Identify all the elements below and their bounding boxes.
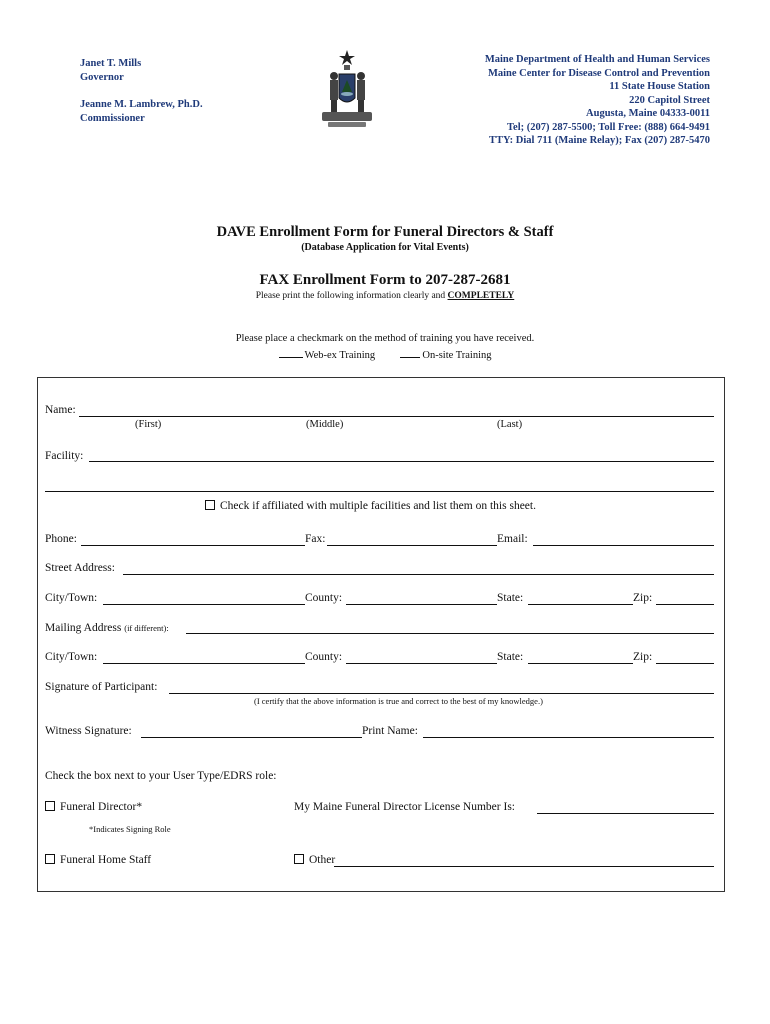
- training-prompt: Please place a checkmark on the method of training you have received.: [235, 333, 535, 344]
- fax-heading: FAX Enrollment Form to 207-287-2681: [259, 272, 511, 288]
- city-field[interactable]: [103, 604, 305, 605]
- mailing-address-note: (if different):: [124, 623, 169, 633]
- multi-facility-label: Check if affiliated with multiple facilities and list them on this sheet.: [220, 500, 536, 512]
- zip-label-2: Zip:: [633, 651, 653, 663]
- governor-name: Janet T. Mills: [80, 58, 142, 69]
- state-field[interactable]: [528, 604, 633, 605]
- other-field[interactable]: [334, 866, 714, 867]
- zip-field-2[interactable]: [656, 663, 714, 664]
- mailing-address-label-group: [45, 622, 169, 634]
- print-name-field[interactable]: [423, 737, 714, 738]
- webex-label: Web-ex Training: [304, 350, 376, 361]
- webex-blank[interactable]: [279, 347, 303, 358]
- onsite-label: On-site Training: [422, 350, 492, 361]
- email-field[interactable]: [533, 545, 714, 546]
- name-label: Name:: [45, 404, 76, 416]
- funeral-home-staff-checkbox[interactable]: [45, 854, 55, 864]
- phone-label: Phone:: [45, 533, 77, 545]
- city-label: City/Town:: [45, 592, 98, 604]
- facility-field[interactable]: [89, 461, 714, 462]
- street-address-field[interactable]: [123, 574, 714, 575]
- multi-facility-checkbox[interactable]: [205, 500, 215, 510]
- state-label: State:: [497, 592, 524, 604]
- form-title: DAVE Enrollment Form for Funeral Directors & Staff: [216, 224, 554, 240]
- enrollment-form-box: [37, 377, 725, 892]
- multi-facility-row: [205, 500, 536, 512]
- agency-address-block: [485, 53, 710, 148]
- email-label: Email:: [497, 533, 528, 545]
- agency-line: 11 State House Station: [609, 81, 710, 92]
- first-name-caption: (First): [135, 419, 162, 430]
- fax-label: Fax:: [305, 533, 326, 545]
- mailing-address-label: Mailing Address: [45, 622, 122, 634]
- county-label-2: County:: [305, 651, 343, 663]
- fax-field[interactable]: [327, 545, 497, 546]
- maine-state-seal-icon: [314, 48, 380, 130]
- agency-line: Augusta, Maine 04333-0011: [586, 108, 710, 119]
- witness-signature-label: Witness Signature:: [45, 725, 132, 737]
- role-prompt: Check the box next to your User Type/EDRS role:: [45, 770, 277, 782]
- other-label: Other: [309, 854, 336, 866]
- instructions-emphasis: COMPLETELY: [447, 291, 515, 301]
- governor-title: Governor: [80, 71, 124, 83]
- state-field-2[interactable]: [528, 663, 633, 664]
- mailing-address-field[interactable]: [186, 633, 714, 634]
- license-number-field[interactable]: [537, 813, 714, 814]
- signing-role-note: *Indicates Signing Role: [89, 824, 171, 834]
- city-field-2[interactable]: [103, 663, 305, 664]
- witness-signature-field[interactable]: [141, 737, 362, 738]
- zip-label: Zip:: [633, 592, 653, 604]
- last-name-caption: (Last): [497, 419, 523, 430]
- zip-field[interactable]: [656, 604, 714, 605]
- agency-line: Tel; (207) 287-5500; Toll Free: (888) 664-9491: [507, 121, 710, 133]
- state-label-2: State:: [497, 651, 524, 663]
- funeral-home-staff-label: Funeral Home Staff: [60, 854, 152, 866]
- county-field-2[interactable]: [346, 663, 497, 664]
- certify-note: (I certify that the above information is true and correct to the best of my knowledge.): [254, 696, 543, 706]
- other-option: [294, 854, 335, 866]
- onsite-blank[interactable]: [400, 347, 420, 358]
- print-instructions: [0, 291, 770, 301]
- agency-line: TTY: Dial 711 (Maine Relay); Fax (207) 287-5470: [489, 135, 710, 146]
- instructions-text: Please print the following information clearly and: [255, 291, 446, 301]
- county-label: County:: [305, 592, 343, 604]
- city-label-2: City/Town:: [45, 651, 98, 663]
- facility-label: Facility:: [45, 450, 84, 462]
- print-name-label: Print Name:: [362, 725, 418, 737]
- signature-label: Signature of Participant:: [45, 681, 158, 693]
- funeral-home-staff-option: [45, 854, 151, 866]
- commissioner-title: Commissioner: [80, 112, 145, 124]
- signature-field[interactable]: [169, 693, 714, 694]
- funeral-director-label: Funeral Director*: [60, 801, 143, 813]
- phone-field[interactable]: [81, 545, 305, 546]
- county-field[interactable]: [346, 604, 497, 605]
- street-address-label: Street Address:: [45, 562, 115, 574]
- facility-field-line-2[interactable]: [45, 491, 714, 492]
- commissioner-name: Jeanne M. Lambrew, Ph.D.: [80, 99, 203, 110]
- form-subtitle: (Database Application for Vital Events): [301, 242, 469, 253]
- name-field[interactable]: [79, 416, 714, 417]
- funeral-director-checkbox[interactable]: [45, 801, 55, 811]
- funeral-director-option: [45, 801, 142, 813]
- training-options: [0, 347, 770, 361]
- agency-line: 220 Capitol Street: [629, 94, 710, 106]
- agency-line: Maine Department of Health and Human Services: [484, 54, 710, 65]
- other-checkbox[interactable]: [294, 854, 304, 864]
- agency-line: Maine Center for Disease Control and Prevention: [487, 67, 710, 79]
- license-number-label: My Maine Funeral Director License Number Is:: [294, 801, 515, 813]
- officials-block: [80, 57, 203, 125]
- middle-name-caption: (Middle): [306, 419, 344, 430]
